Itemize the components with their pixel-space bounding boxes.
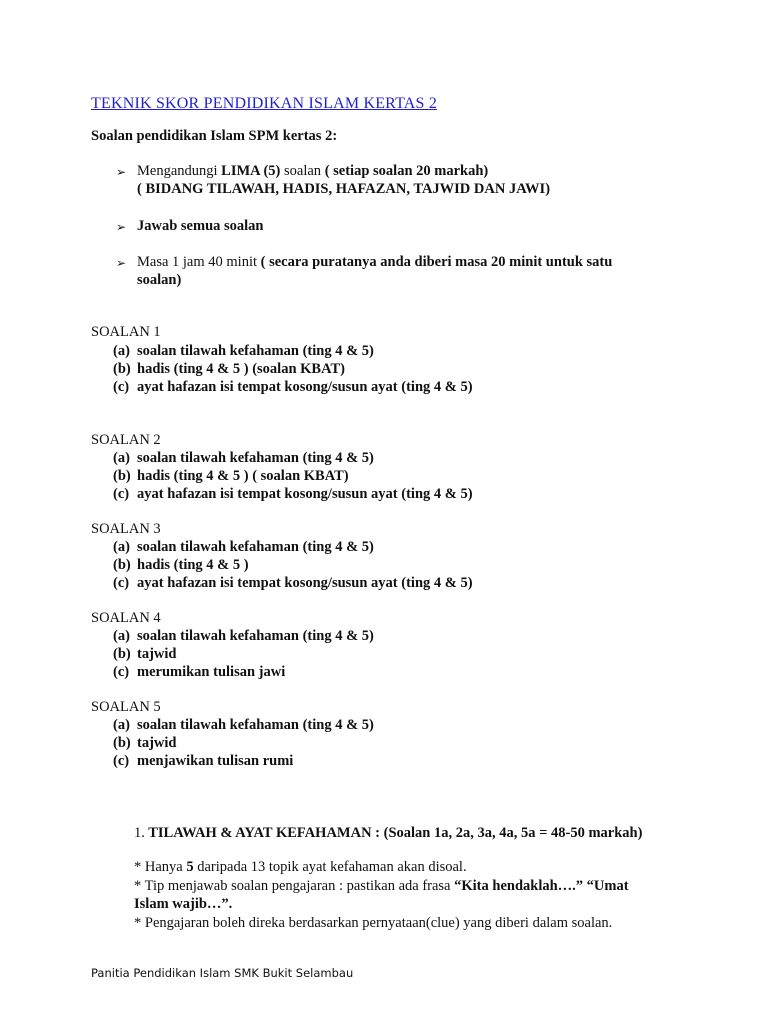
item-label: (a) <box>113 628 130 644</box>
item-text: tajwid <box>137 646 177 662</box>
bullet-item-masa-cont: soalan) <box>137 272 182 288</box>
item-label: (a) <box>113 539 130 555</box>
tilawah-tip-bold: “Kita hendaklah….” “Umat <box>454 878 629 894</box>
item-label: (c) <box>113 664 130 680</box>
item-text: hadis (ting 4 & 5 ) (soalan KBAT) <box>137 361 345 377</box>
item-label: (c) <box>113 753 130 769</box>
item-label: (a) <box>113 450 130 466</box>
item-label: (c) <box>113 486 130 502</box>
item-label: (a) <box>113 343 130 359</box>
tilawah-tip <box>134 877 629 895</box>
page-title: TEKNIK SKOR PENDIDIKAN ISLAM KERTAS 2 <box>91 95 438 112</box>
tilawah-note-text: daripada 13 topik ayat kefahaman akan disoal. <box>193 859 467 875</box>
section-heading: SOALAN 5 <box>91 699 161 715</box>
item-text: ayat hafazan isi tempat kosong/susun ayat (ting 4 & 5) <box>137 379 473 395</box>
item-label: (b) <box>113 468 131 484</box>
bullet-arrow-icon: ➢ <box>116 256 127 270</box>
item-text: merumikan tulisan jawi <box>137 664 286 680</box>
item-text: hadis (ting 4 & 5 ) ( soalan KBAT) <box>137 468 349 484</box>
item-text: soalan tilawah kefahaman (ting 4 & 5) <box>137 539 374 555</box>
section-heading: SOALAN 1 <box>91 324 161 340</box>
bullet-item-masa <box>137 253 612 271</box>
tilawah-note-bold: 5 <box>186 859 194 875</box>
item-label: (a) <box>113 717 130 733</box>
tilawah-note <box>134 858 467 876</box>
bullet-text-bold: ( secara puratanya anda diberi masa 20 minit untuk satu <box>257 254 613 270</box>
section-heading: SOALAN 2 <box>91 432 161 448</box>
bullet-text-bold: ( setiap soalan 20 markah) <box>324 163 489 179</box>
bullet-text: soalan <box>280 163 325 179</box>
item-text: ayat hafazan isi tempat kosong/susun ayat (ting 4 & 5) <box>137 575 473 591</box>
item-text: menjawikan tulisan rumi <box>137 753 294 769</box>
item-text: tajwid <box>137 735 177 751</box>
item-text: ayat hafazan isi tempat kosong/susun ayat (ting 4 & 5) <box>137 486 473 502</box>
bullet-text: Mengandungi <box>137 163 222 179</box>
section-heading: SOALAN 3 <box>91 521 161 537</box>
tilawah-number: 1. <box>134 825 145 841</box>
item-label: (b) <box>113 735 131 751</box>
bullet-item-lima <box>137 162 488 180</box>
bullet-arrow-icon: ➢ <box>116 220 127 234</box>
item-label: (b) <box>113 646 131 662</box>
item-label: (b) <box>113 361 131 377</box>
intro-text: Soalan pendidikan Islam SPM kertas 2: <box>91 128 338 144</box>
item-label: (b) <box>113 557 131 573</box>
tilawah-heading-text: TILAWAH & AYAT KEFAHAMAN : (Soalan 1a, 2a, 3a, 4a, 5a = 48-50 markah) <box>144 825 643 841</box>
page-footer: Panitia Pendidikan Islam SMK Bukit Selambau <box>91 966 354 980</box>
tilawah-tip-text: * Tip menjawab soalan pengajaran : pastikan ada frasa <box>134 878 455 894</box>
item-label: (c) <box>113 575 130 591</box>
bullet-item-bidang: ( BIDANG TILAWAH, HADIS, HAFAZAN, TAJWID DAN JAWI) <box>137 181 551 197</box>
item-text: hadis (ting 4 & 5 ) <box>137 557 249 573</box>
bullet-text-bold: LIMA (5) <box>221 163 281 179</box>
tilawah-pengajaran: * Pengajaran boleh direka berdasarkan pernyataan(clue) yang diberi dalam soalan. <box>134 915 613 931</box>
item-text: soalan tilawah kefahaman (ting 4 & 5) <box>137 628 374 644</box>
bullet-text: Masa 1 jam 40 minit <box>137 254 258 270</box>
tilawah-heading <box>134 824 642 842</box>
bullet-arrow-icon: ➢ <box>116 165 127 179</box>
section-heading: SOALAN 4 <box>91 610 161 626</box>
tilawah-tip-cont: Islam wajib…”. <box>134 896 233 912</box>
item-text: soalan tilawah kefahaman (ting 4 & 5) <box>137 450 374 466</box>
item-label: (c) <box>113 379 130 395</box>
tilawah-note-text: * Hanya <box>134 859 187 875</box>
item-text: soalan tilawah kefahaman (ting 4 & 5) <box>137 343 374 359</box>
bullet-item-jawab: Jawab semua soalan <box>137 218 264 234</box>
item-text: soalan tilawah kefahaman (ting 4 & 5) <box>137 717 374 733</box>
